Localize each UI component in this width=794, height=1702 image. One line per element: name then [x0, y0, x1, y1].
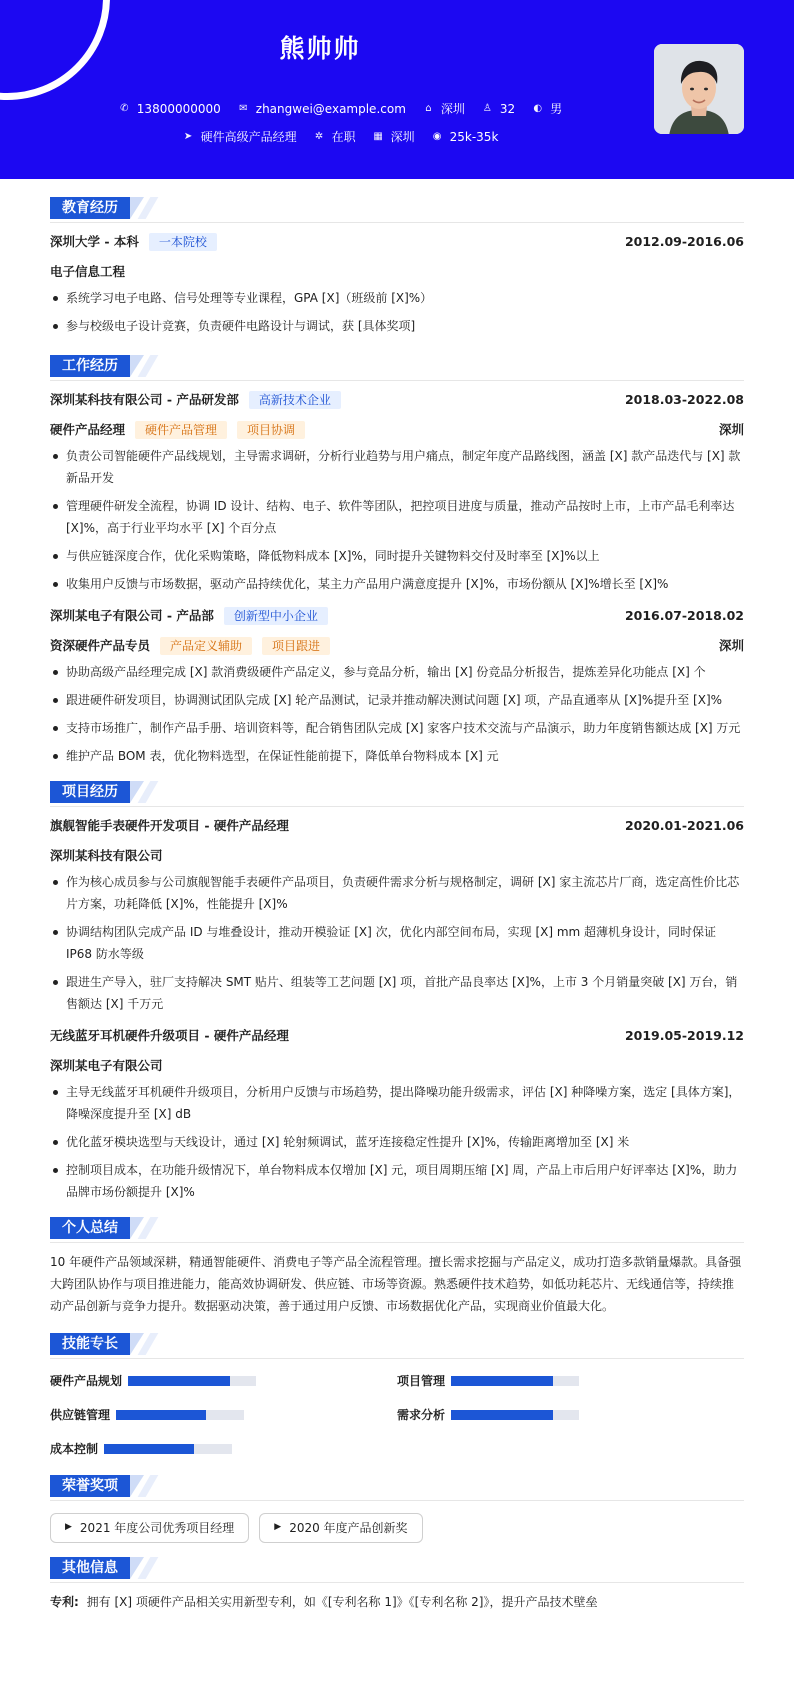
project-bullets — [50, 871, 744, 1015]
list-item: 跟进硬件研发项目，协调测试团队完成 [X] 轮产品测试，记录并推动解决测试问题 [X] 项，产品直通率从 [X]%提升至 [X]% — [50, 689, 744, 711]
role-tag: 产品定义辅助 — [160, 637, 252, 655]
awards-list — [50, 1513, 744, 1543]
skill-bar — [104, 1444, 232, 1454]
list-item: 维护产品 BOM 表，优化物料选型，在保证性能前提下，降低单台物料成本 [X] 元 — [50, 745, 744, 767]
other-section-header — [50, 1557, 744, 1583]
patent-text: 拥有 [X] 项硬件产品相关实用新型专利，如《[专利名称 1]》《[专利名称 2]》，提升产品技术壁垒 — [86, 1595, 598, 1609]
role-header — [50, 631, 744, 661]
skill-bar-fill — [451, 1376, 553, 1386]
list-item: 控制项目成本，在功能升级情况下，单台物料成本仅增加 [X] 元，项目周期压缩 [X] 周，产品上市后用户好评率达 [X]%，助力品牌市场份额提升 [X]% — [50, 1159, 744, 1203]
skill-bar-fill — [116, 1410, 206, 1420]
skill-item — [50, 1403, 397, 1427]
skill-item — [50, 1437, 397, 1461]
award-text: 2021 年度公司优秀项目经理 — [79, 1521, 235, 1535]
contact-row — [0, 100, 680, 118]
skill-bar — [128, 1376, 256, 1386]
intent-salary — [431, 128, 499, 146]
skill-bar-fill — [128, 1376, 230, 1386]
skill-name: 成本控制 — [50, 1442, 99, 1456]
list-item: 主导无线蓝牙耳机硬件升级项目，分析用户反馈与市场趋势，提出降噪功能升级需求，评估 [X] 种降噪方案，选定 [具体方案]，降噪深度提升至 [X] dB — [50, 1081, 744, 1125]
company-name: 深圳某电子有限公司 - 产品部 — [50, 607, 214, 623]
project-header — [50, 1021, 744, 1051]
list-item: 收集用户反馈与市场数据，驱动产品持续优化，某主力产品用户满意度提升 [X]%，市场份额从 [X]%增长至 [X]% — [50, 573, 744, 595]
list-item: 与供应链深度合作，优化采购策略，降低物料成本 [X]%，同时提升关键物料交付及时率至 [X]%以上 — [50, 545, 744, 567]
work-entry-1 — [50, 385, 744, 595]
award-chip — [50, 1513, 249, 1543]
contact-phone — [118, 100, 221, 118]
role-name: 资深硬件产品专员 — [50, 637, 151, 653]
contact-email — [237, 100, 406, 118]
skill-bar-fill — [104, 1444, 194, 1454]
gender-text: 男 — [550, 102, 563, 116]
role-header — [50, 415, 744, 445]
mail-icon: ✉ — [239, 103, 248, 114]
patent-info — [50, 1593, 744, 1611]
work-section — [50, 355, 744, 767]
award-text: 2020 年度产品创新奖 — [289, 1521, 408, 1535]
building-icon: ▦ — [373, 131, 383, 142]
skill-item — [50, 1369, 397, 1393]
age-text: 32 — [499, 102, 516, 116]
role-name: 硬件产品经理 — [50, 421, 126, 437]
phone-text: 13800000000 — [136, 102, 221, 116]
project-header — [50, 811, 744, 841]
education-title: 教育经历 — [50, 197, 130, 219]
skill-name: 项目管理 — [397, 1374, 446, 1388]
list-item: 参与校级电子设计竞赛，负责硬件电路设计与调试，获 [具体奖项] — [50, 315, 744, 337]
work-period: 2018.03-2022.08 — [624, 391, 744, 407]
skill-bar — [451, 1410, 579, 1420]
status-icon: ✲ — [314, 131, 324, 142]
contact-age — [481, 100, 515, 118]
project-period: 2020.01-2021.06 — [624, 817, 744, 833]
list-item: 管理硬件研发全流程，协调 ID 设计、结构、电子、软件等团队，把控项目进度与质量，推动产品按时上市，上市产品毛利率达 [X]%，高于行业平均水平 [X] 个百分点 — [50, 495, 744, 539]
work-title: 工作经历 — [50, 355, 130, 377]
project-entry-1 — [50, 811, 744, 1015]
resume-body — [0, 197, 794, 1611]
skills-section-header — [50, 1333, 744, 1359]
contact-city — [422, 100, 465, 118]
city-text: 深圳 — [440, 102, 465, 116]
salary-icon: ◉ — [432, 131, 442, 142]
company-header — [50, 601, 744, 631]
phone-icon: ✆ — [120, 103, 129, 114]
skills-grid — [50, 1369, 744, 1461]
school-tag: 一本院校 — [149, 233, 217, 251]
skill-name: 硬件产品规划 — [50, 1374, 123, 1388]
email-text: zhangwei@example.com — [255, 102, 406, 116]
home-icon: ⌂ — [425, 103, 432, 114]
role-location: 深圳 — [718, 637, 744, 653]
work-bullets — [50, 661, 744, 767]
list-item: 跟进生产导入，驻厂支持解决 SMT 贴片、组装等工艺问题 [X] 项，首批产品良率达 [X]%，上市 3 个月销量突破 [X] 万台，销售额达 [X] 千万元 — [50, 971, 744, 1015]
list-item: 协调结构团队完成产品 ID 与堆叠设计，推动开模验证 [X] 次，优化内部空间布局，实现 [X] mm 超薄机身设计，同时保证 IP68 防水等级 — [50, 921, 744, 965]
skill-item — [397, 1369, 744, 1393]
company-name: 深圳某科技有限公司 - 产品研发部 — [50, 391, 239, 407]
list-item: 负责公司智能硬件产品线规划，主导需求调研，分析行业趋势与用户痛点，制定年度产品路线图，涵盖 [X] 款产品迭代与 [X] 款新品开发 — [50, 445, 744, 489]
awards-section — [50, 1475, 744, 1543]
summary-section — [50, 1217, 744, 1317]
send-icon: ➤ — [183, 131, 193, 142]
intent-status — [313, 128, 356, 146]
other-section — [50, 1557, 744, 1611]
gender-icon: ◐ — [533, 103, 543, 114]
role-tag: 硬件产品管理 — [135, 421, 227, 439]
role-location: 深圳 — [718, 421, 744, 437]
project-company: 深圳某电子有限公司 — [50, 1057, 163, 1073]
contact-gender — [531, 100, 562, 118]
project-company: 深圳某科技有限公司 — [50, 847, 163, 863]
skill-item — [397, 1403, 744, 1427]
school-name: 深圳大学 - 本科 — [50, 233, 139, 249]
award-chip — [259, 1513, 422, 1543]
work-period: 2016.07-2018.02 — [624, 607, 744, 623]
intent-city — [372, 128, 415, 146]
avatar-portrait-icon — [654, 44, 744, 134]
list-item: 协助高级产品经理完成 [X] 款消费级硬件产品定义，参与竞品分析，输出 [X] 份竞品分析报告，提炼差异化功能点 [X] 个 — [50, 661, 744, 683]
age-icon: ♙ — [482, 103, 492, 114]
candidate-name: 熊帅帅 — [279, 34, 361, 63]
education-bullets — [50, 287, 744, 337]
skill-name: 需求分析 — [397, 1408, 446, 1422]
list-item: 支持市场推广，制作产品手册、培训资料等，配合销售团队完成 [X] 家客户技术交流与产品演示，助力年度销售额达成 [X] 万元 — [50, 717, 744, 739]
skill-bar — [116, 1410, 244, 1420]
company-tag: 创新型中小企业 — [224, 607, 328, 625]
salary-text: 25k-35k — [449, 130, 499, 144]
education-entry-header — [50, 227, 744, 257]
skill-bar-fill — [451, 1410, 553, 1420]
intent-city-text: 深圳 — [390, 130, 415, 144]
resume-header — [0, 0, 794, 179]
position-text: 硬件高级产品经理 — [200, 130, 297, 144]
project-bullets — [50, 1081, 744, 1203]
project-entry-2 — [50, 1021, 744, 1203]
summary-title: 个人总结 — [50, 1217, 130, 1239]
work-bullets — [50, 445, 744, 595]
play-triangle-icon: ▶ — [65, 1522, 72, 1533]
project-name: 无线蓝牙耳机硬件升级项目 - 硬件产品经理 — [50, 1027, 289, 1043]
summary-section-header — [50, 1217, 744, 1243]
awards-section-header — [50, 1475, 744, 1501]
company-tag: 高新技术企业 — [249, 391, 341, 409]
avatar — [654, 44, 744, 134]
summary-text: 10 年硬件产品领域深耕，精通智能硬件、消费电子等产品全流程管理。擅长需求挖掘与产品定义，成功打造多款销量爆款。具备强大跨团队协作与项目推进能力，能高效协调研发、供应链、市场等资源。熟悉硬件技术趋势，如低功耗芯片、无线通信等，持续推动产品创新与竞争力提升。数据驱动决策，善于通过用户反馈、市场数据优化产品，实现商业价值最大化。 — [50, 1255, 742, 1313]
skills-title: 技能专长 — [50, 1333, 130, 1355]
education-section — [50, 197, 744, 337]
skills-section — [50, 1333, 744, 1461]
skill-bar — [451, 1376, 579, 1386]
project-name: 旗舰智能手表硬件开发项目 - 硬件产品经理 — [50, 817, 289, 833]
intent-position — [182, 128, 297, 146]
list-item: 优化蓝牙模块选型与天线设计，通过 [X] 轮射频调试，蓝牙连接稳定性提升 [X]%，传输距离增加至 [X] 米 — [50, 1131, 744, 1153]
other-title: 其他信息 — [50, 1557, 130, 1579]
role-tag: 项目跟进 — [262, 637, 330, 655]
project-section-header — [50, 781, 744, 807]
skill-name: 供应链管理 — [50, 1408, 111, 1422]
company-header — [50, 385, 744, 415]
status-text: 在职 — [331, 130, 356, 144]
role-tag: 项目协调 — [237, 421, 305, 439]
work-section-header — [50, 355, 744, 381]
list-item: 系统学习电子电路、信号处理等专业课程，GPA [X]（班级前 [X]%） — [50, 287, 744, 309]
work-entry-2 — [50, 601, 744, 767]
list-item: 作为核心成员参与公司旗舰智能手表硬件产品项目，负责硬件需求分析与规格制定，调研 [X] 家主流芯片厂商，选定高性价比芯片方案，功耗降低 [X]%，性能提升 [X]% — [50, 871, 744, 915]
major: 电子信息工程 — [50, 263, 126, 279]
patent-label: 专利: — [50, 1595, 79, 1609]
awards-title: 荣誉奖项 — [50, 1475, 130, 1497]
education-period: 2012.09-2016.06 — [624, 233, 744, 249]
project-period: 2019.05-2019.12 — [624, 1027, 744, 1043]
job-intent-row — [0, 128, 680, 146]
education-section-header — [50, 197, 744, 223]
project-section — [50, 781, 744, 1203]
project-title: 项目经历 — [50, 781, 130, 803]
play-triangle-icon: ▶ — [274, 1522, 282, 1533]
